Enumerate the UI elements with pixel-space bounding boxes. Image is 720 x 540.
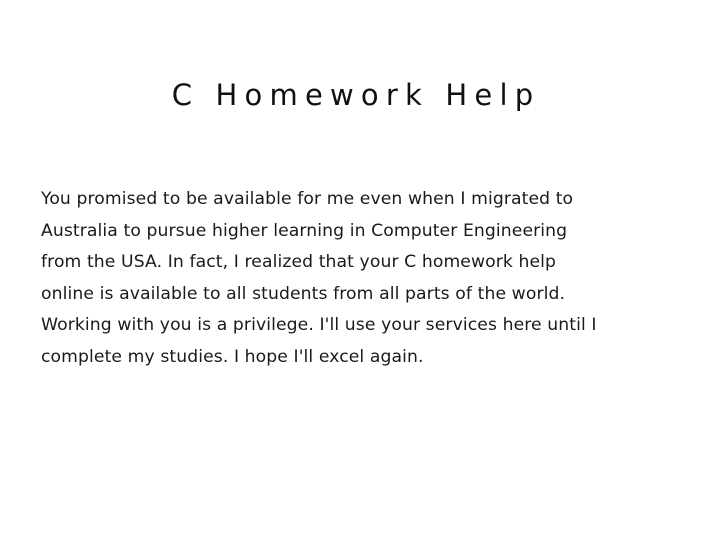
paragraph-line: online is available to all students from all parts of the world.: [41, 283, 566, 304]
paragraph-line: Australia to pursue higher learning in Computer Engineering: [41, 220, 568, 241]
paragraph-line: from the USA. In fact, I realized that your C homework help: [41, 252, 557, 272]
paragraph-line: Working with you is a privilege. I'll use your services here until I: [41, 315, 597, 335]
paragraph-line: You promised to be available for me even when I migrated to: [41, 189, 574, 209]
testimonial-paragraph: [41, 184, 701, 373]
paragraph-line: complete my studies. I hope I'll excel again.: [41, 346, 424, 367]
slide-title: C Homework Help: [171, 78, 541, 112]
